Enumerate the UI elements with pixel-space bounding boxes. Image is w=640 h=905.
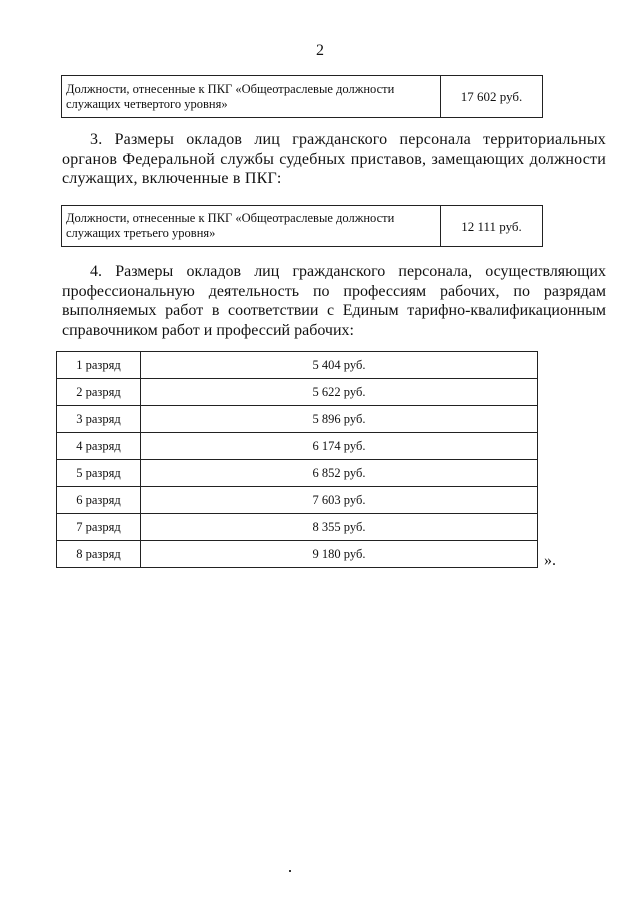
table-row	[57, 460, 538, 487]
page-number: 2	[316, 42, 324, 59]
grade-name: 4 разряд	[57, 433, 141, 460]
paragraph-3: 3. Размеры окладов лиц гражданского персонала территориальных органов Федеральной службы судебных приставов, замещающих должности служащих, включенные в ПКГ:	[62, 131, 606, 187]
grade-salary: 6 852 руб.	[141, 460, 538, 487]
grade-salary: 8 355 руб.	[141, 514, 538, 541]
grade-salary: 6 174 руб.	[141, 433, 538, 460]
position-description: Должности, отнесенные к ПКГ «Общеотраслевые должности служащих четвертого уровня»	[62, 76, 441, 118]
table-row	[57, 541, 538, 568]
grade-name: 5 разряд	[57, 460, 141, 487]
grade-name: 3 разряд	[57, 406, 141, 433]
table-row	[57, 487, 538, 514]
grade-name: 6 разряд	[57, 487, 141, 514]
closing-quote-mark: ».	[544, 552, 556, 569]
grade-name: 7 разряд	[57, 514, 141, 541]
table-row	[57, 352, 538, 379]
grade-salary: 7 603 руб.	[141, 487, 538, 514]
table-row	[62, 206, 543, 247]
grade-salary: 5 622 руб.	[141, 379, 538, 406]
grade-salary: 5 404 руб.	[141, 352, 538, 379]
table-row	[57, 514, 538, 541]
paragraph-4: 4. Размеры окладов лиц гражданского персонала, осуществляющих профессиональную деятельность по профессиям рабочих, по разрядам выполняемых работ в соответствии с Единым тарифно-квалификационным справочником работ и профессий рабочих:	[62, 263, 606, 339]
grades-salary-table	[56, 351, 538, 568]
salary-value: 12 111 руб.	[441, 206, 543, 247]
grade-salary: 9 180 руб.	[141, 541, 538, 568]
salary-table-third-level	[61, 205, 543, 247]
salary-value: 17 602 руб.	[441, 76, 543, 118]
table-row	[57, 406, 538, 433]
position-description: Должности, отнесенные к ПКГ «Общеотраслевые должности служащих третьего уровня»	[62, 206, 441, 247]
grade-name: 8 разряд	[57, 541, 141, 568]
grade-salary: 5 896 руб.	[141, 406, 538, 433]
salary-table-fourth-level	[61, 75, 543, 118]
scan-speck	[289, 870, 291, 872]
grade-name: 1 разряд	[57, 352, 141, 379]
table-row	[57, 379, 538, 406]
table-row	[57, 433, 538, 460]
table-row	[62, 76, 543, 118]
grade-name: 2 разряд	[57, 379, 141, 406]
